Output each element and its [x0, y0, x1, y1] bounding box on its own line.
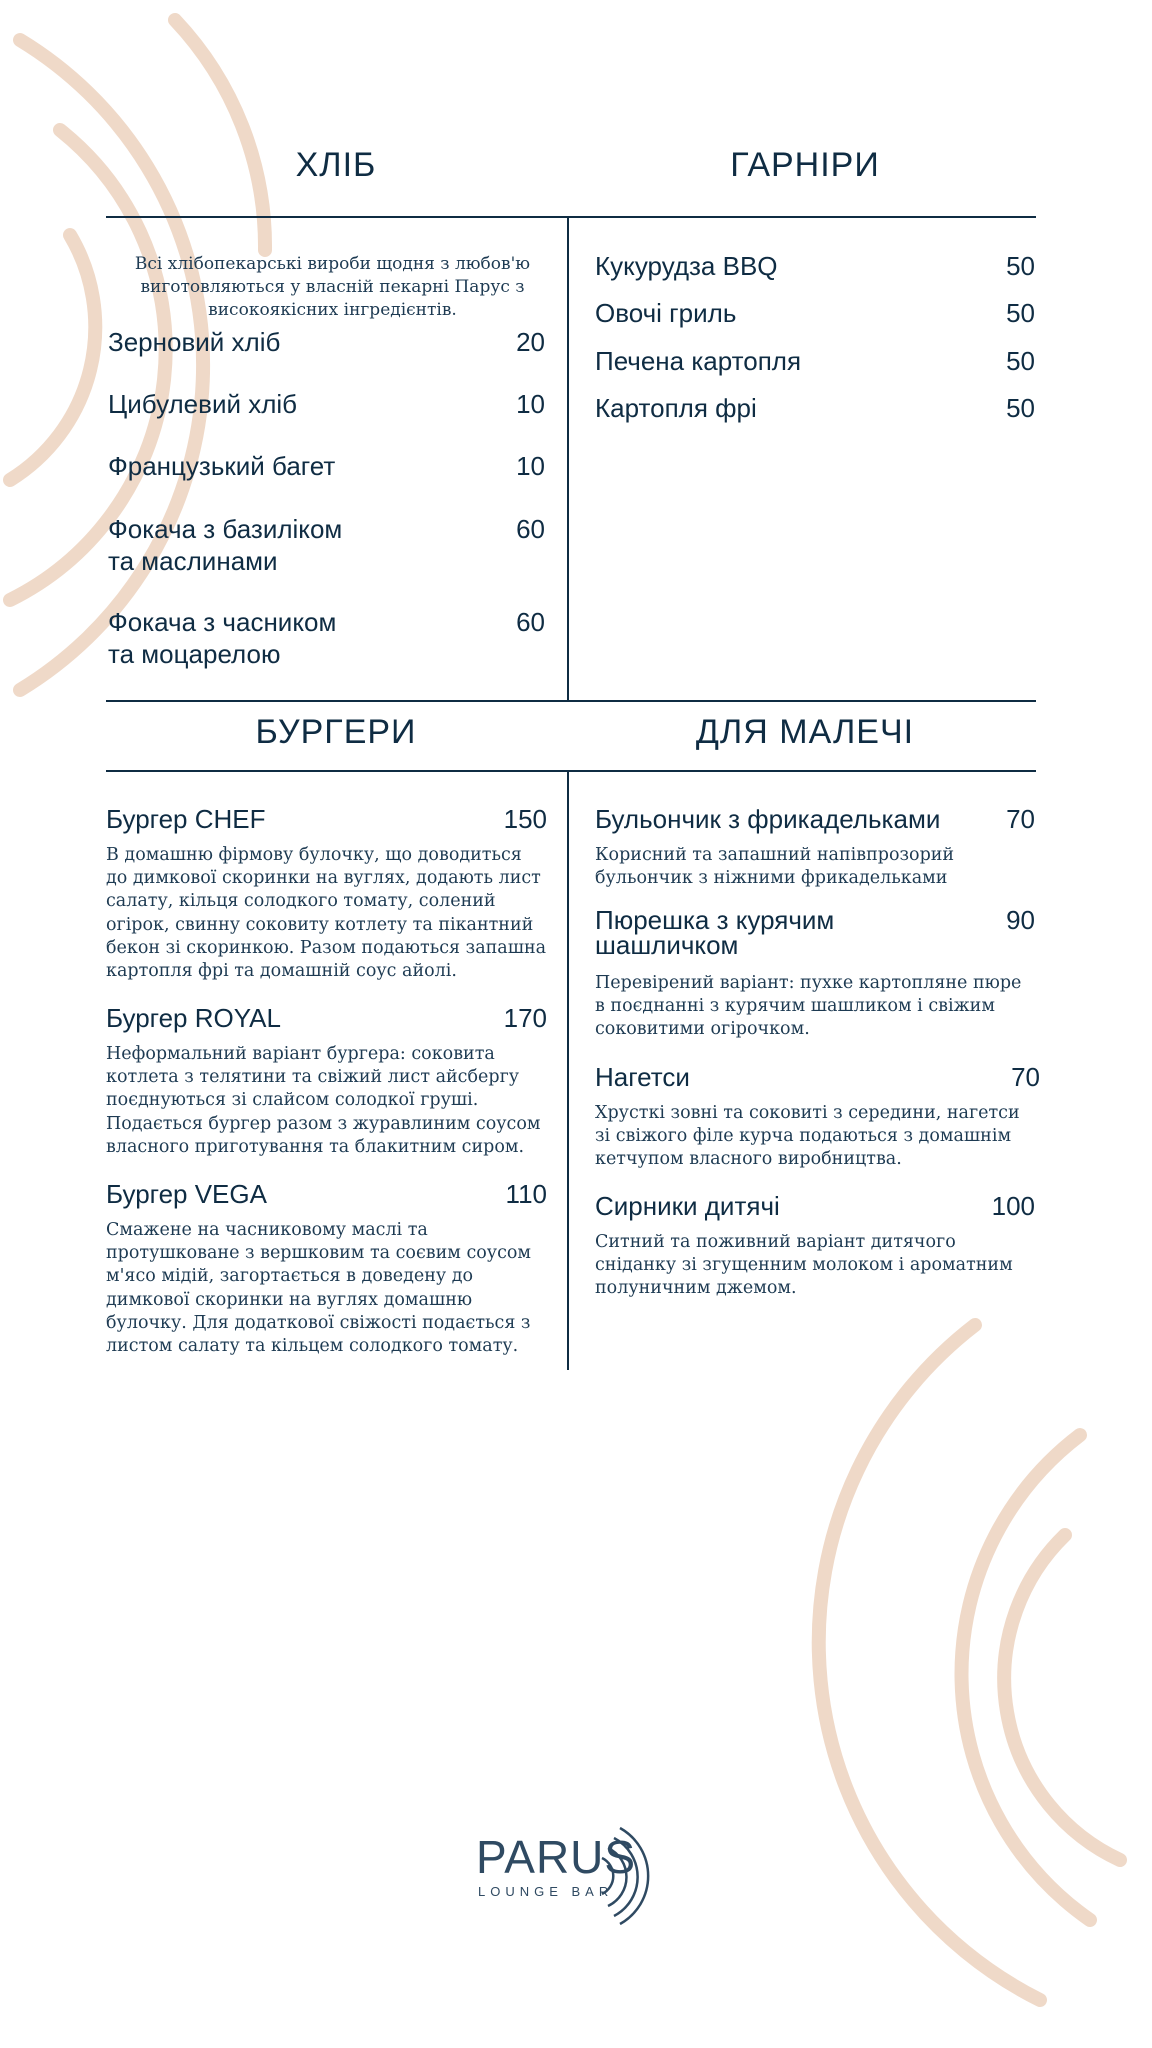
item-price: 170: [503, 1003, 547, 1033]
burger-item: [106, 1002, 547, 1034]
item-name: Бургер VEGA: [106, 1179, 267, 1209]
kids-item: [595, 1061, 1040, 1093]
kids-item: [595, 803, 1035, 835]
divider-top: [106, 216, 1036, 218]
item-description: Перевірений варіант: пухке картопляне пюре в поєднанні з курячим шашликом і свіжим соковитими огірочком.: [595, 973, 1022, 1040]
item-price: 70: [1006, 804, 1035, 834]
item-name: Кукурудза BBQ: [595, 251, 778, 281]
item-description: Смажене на часниковому маслі та протушковане з вершковим та соєвим соусом м'ясо мідій, загортається в доведену до димкової скоринки на вуглях домашню булочку. Для додаткової свіжості подається з листом салату та кільцем солодкого томату.: [106, 1220, 532, 1357]
item-name: Бульончик з фрикадельками: [595, 804, 941, 834]
item-name: Фокача з базиліком та маслинами: [108, 514, 343, 576]
item-price: 60: [516, 514, 545, 544]
item-name: Зерновий хліб: [108, 327, 281, 357]
item-price: 20: [516, 327, 545, 357]
item-price: 10: [516, 451, 545, 481]
item-price: 90: [1006, 905, 1035, 935]
sides-item: [595, 297, 1035, 329]
bread-item: [108, 326, 545, 358]
sides-item: [595, 345, 1035, 377]
kids-item: [595, 1190, 1035, 1222]
item-price: 60: [516, 607, 545, 637]
item-price: 50: [1006, 251, 1035, 281]
divider-vertical-top: [567, 216, 569, 701]
logo-name: PARUS: [476, 1831, 637, 1883]
item-description: В домашню фірмову булочку, що доводиться до димкової скоринки на вуглях, додають лист салату, кільця солодкого томату, солений огірок, свинну соковиту котлету та пікантний бекон зі скоринкою. Разом подаються запашна картопля фрі та домашній соус айолі.: [106, 845, 547, 982]
item-name: Цибулевий хліб: [108, 389, 298, 419]
item-description: Хрусткі зовні та соковиті з середини, нагетси зі свіжого філе курча подаються з домашнім кетчупом власного виробництва.: [595, 1103, 1020, 1170]
item-price: 50: [1006, 298, 1035, 328]
bread-title: ХЛІБ: [295, 146, 377, 184]
bread-item: [108, 450, 545, 482]
item-price: 10: [516, 389, 545, 419]
item-name: Бургер ROYAL: [106, 1003, 281, 1033]
item-description: Ситний та поживний варіант дитячого сніданку зі згущенним молоком і ароматним полуничним джемом.: [595, 1232, 1013, 1299]
bread-item: [108, 513, 545, 577]
burgers-title: БУРГЕРИ: [255, 713, 417, 751]
sides-title: ГАРНІРИ: [730, 146, 880, 184]
item-name: Картопля фрі: [595, 393, 757, 423]
item-price: 150: [503, 804, 547, 834]
bread-item: [108, 388, 545, 420]
item-name: Фокача з часником та моцарелою: [108, 607, 337, 669]
item-name: Сирники дитячі: [595, 1191, 780, 1221]
burger-item: [106, 803, 547, 835]
logo-subtitle: LOUNGE BAR: [478, 1884, 614, 1899]
kids-item: [595, 905, 1035, 960]
item-price: 100: [991, 1191, 1035, 1221]
bread-item: [108, 606, 545, 670]
item-name: Овочі гриль: [595, 298, 737, 328]
item-name: Печена картопля: [595, 346, 802, 376]
item-description: Корисний та запашний напівпрозорий бульончик з ніжними фрикадельками: [595, 845, 955, 889]
item-price: 110: [505, 1179, 547, 1209]
item-description: Неформальний варіант бургера: соковита котлета з телятини та свіжий лист айсбергу поєднуються зі слайсом солодкої груші. Подається бургер разом з журавлиним соусом власного приготування та блакитним сиром.: [106, 1044, 541, 1157]
bread-intro: Всі хлібопекарські вироби щодня з любов'ю виготовляються у власній пекарні Парус з високоякісних інгредієнтів.: [134, 254, 531, 320]
divider-vertical-bottom: [567, 770, 569, 1370]
item-price: 50: [1006, 393, 1035, 423]
sides-item: [595, 392, 1035, 424]
sides-item: [595, 250, 1035, 282]
item-name: Нагетси: [595, 1062, 690, 1092]
divider-lower: [106, 770, 1036, 772]
item-price: 70: [1011, 1062, 1040, 1092]
kids-title: ДЛЯ МАЛЕЧІ: [695, 713, 915, 751]
item-price: 50: [1006, 346, 1035, 376]
item-name: Пюрешка з курячим шашличком: [595, 905, 835, 960]
burger-item: [106, 1178, 547, 1210]
item-name: Бургер CHEF: [106, 804, 266, 834]
item-name: Французький багет: [108, 451, 336, 481]
divider-middle: [106, 700, 1036, 702]
